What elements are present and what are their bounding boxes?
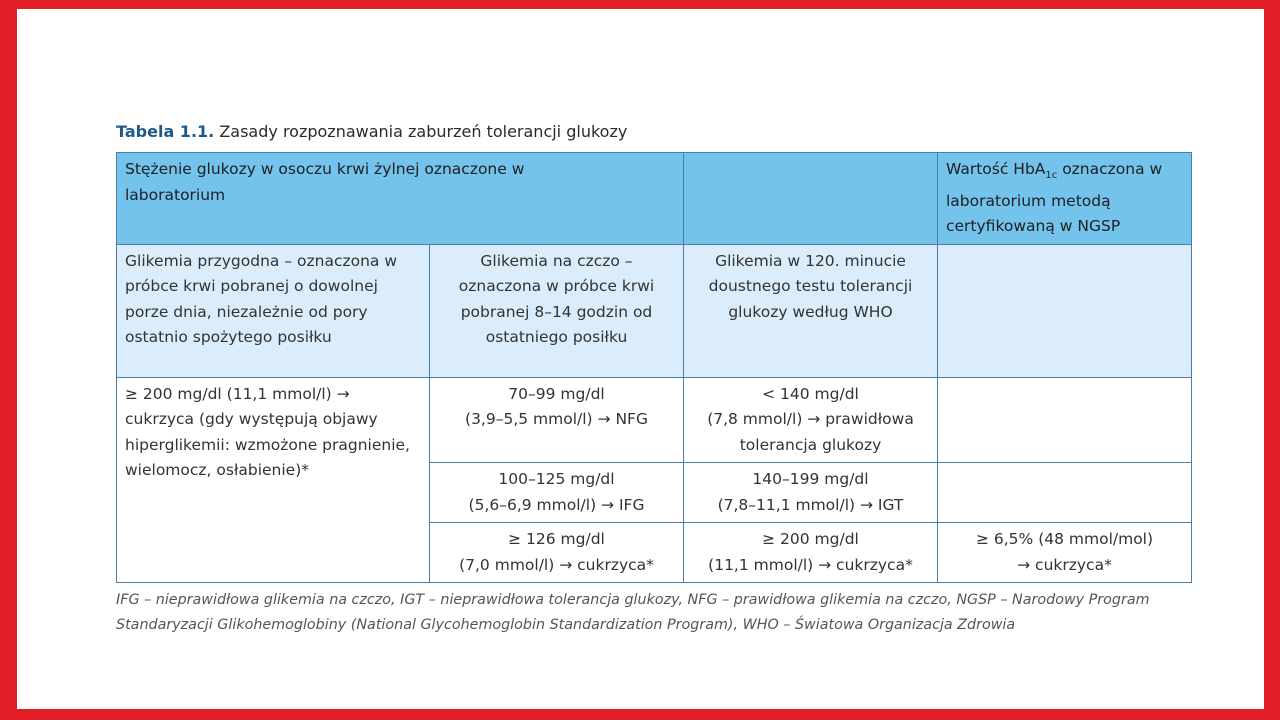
fasting-normal-cell	[430, 377, 684, 463]
ogtt-diabetes-value: ≥ 200 mg/dl	[762, 530, 859, 549]
subheader-ogtt-glycemia: Glikemia w 120. minucie doustnego testu tolerancji glukozy według WHO	[684, 244, 938, 377]
ogtt-normal-cell	[684, 377, 938, 463]
table-caption-label: Tabela 1.1.	[116, 122, 215, 141]
hba1c-empty-cell	[938, 377, 1192, 463]
fasting-diabetes-result: (7,0 mmol/l) → cukrzyca*	[459, 555, 654, 574]
subheader-random-glycemia: Glikemia przygodna – oznaczona w próbce krwi pobranej o dowolnej porze dnia, niezależnie od pory ostatnio spożytego posiłku	[117, 244, 430, 377]
table-caption	[116, 121, 1192, 143]
table-caption-title: Zasady rozpoznawania zaburzeń tolerancji glukozy	[219, 122, 628, 141]
fasting-diabetes-cell	[430, 523, 684, 583]
ogtt-diabetes-cell	[684, 523, 938, 583]
table-row	[117, 377, 1192, 463]
fasting-ifg-cell	[430, 463, 684, 523]
ogtt-normal-result: (7,8 mmol/l) → prawidłowa tolerancja glukozy	[707, 410, 914, 454]
ogtt-igt-value: 140–199 mg/dl	[752, 470, 869, 489]
hba1c-subscript: 1c	[1045, 170, 1058, 182]
table-footnote: IFG – nieprawidłowa glikemia na czczo, IGT – nieprawidłowa tolerancja glukozy, NFG – prawidłowa glikemia na czczo, NGSP – Narodowy Program Standaryzacji Glikohemoglobiny (National Glycohemoglobin Standardization Program), WHO – Światowa Organizacja Zdrowia	[116, 592, 1150, 634]
header-row	[117, 153, 1192, 245]
subheader-fasting-glycemia: Glikemia na czczo – oznaczona w próbce krwi pobranej 8–14 godzin od ostatniego posiłku	[430, 244, 684, 377]
fasting-normal-value: 70–99 mg/dl	[508, 384, 605, 403]
fasting-ifg-value: 100–125 mg/dl	[498, 470, 615, 489]
hba1c-diabetes-cell	[938, 523, 1192, 583]
fasting-normal-result: (3,9–5,5 mmol/l) → NFG	[465, 410, 648, 429]
glucose-criteria-table	[116, 152, 1192, 583]
hba1c-diabetes-value: ≥ 6,5% (48 mmol/mol)	[975, 530, 1154, 549]
hba1c-suffix: oznaczona w laboratorium metodą certyfikowaną w NGSP	[946, 160, 1163, 236]
fasting-diabetes-value: ≥ 126 mg/dl	[508, 530, 605, 549]
subheader-empty-cell	[938, 244, 1192, 377]
ogtt-diabetes-result: (11,1 mmol/l) → cukrzyca*	[708, 555, 913, 574]
ogtt-igt-result: (7,8–11,1 mmol/l) → IGT	[717, 495, 904, 514]
table-figure	[116, 121, 1192, 638]
fasting-ifg-result: (5,6–6,9 mmol/l) → IFG	[468, 495, 645, 514]
hba1c-diabetes-result: → cukrzyca*	[1017, 555, 1112, 574]
ogtt-normal-value: < 140 mg/dl	[762, 384, 859, 403]
header-hba1c	[938, 153, 1192, 245]
ogtt-igt-cell	[684, 463, 938, 523]
header-glucose-group: Stężenie glukozy w osoczu krwi żylnej oznaczone w laboratorium	[117, 153, 684, 245]
subheader-row	[117, 244, 1192, 377]
random-glycemia-diabetes-cell: ≥ 200 mg/dl (11,1 mmol/l) → cukrzyca (gdy występują objawy hiperglikemii: wzmożone pragnienie, wielomocz, osłabienie)*	[117, 377, 430, 583]
hba1c-prefix: Wartość HbA	[946, 160, 1046, 178]
hba1c-empty-cell	[938, 463, 1192, 523]
header-empty-cell	[684, 153, 938, 245]
